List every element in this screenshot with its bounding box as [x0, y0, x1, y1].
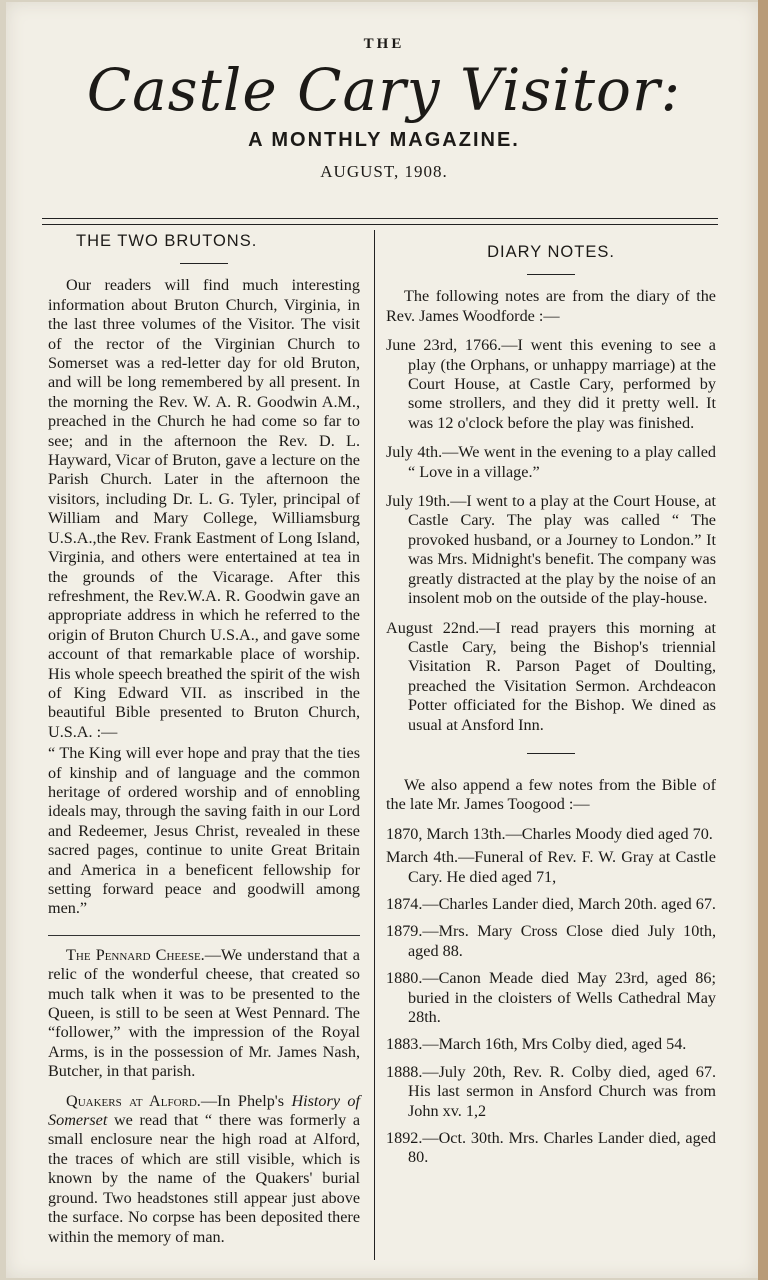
- issue-date: AUGUST, 1908.: [320, 162, 448, 181]
- column-divider: [374, 230, 375, 1260]
- masthead: [0, 36, 768, 182]
- article-heading-two-brutons: THE TWO BRUTONS.: [76, 232, 258, 250]
- quakers-book-title: History of Somerset: [48, 1091, 360, 1130]
- magazine-subtitle: A MONTHLY MAGAZINE.: [248, 129, 520, 151]
- bible-note: 1879.—Mrs. Mary Cross Close died July 10th, aged 88.: [386, 922, 716, 960]
- bible-note: 1888.—July 20th, Rev. R. Colby died, aged 67. His last sermon in Ansford Church was from John xv. 1,2: [386, 1062, 716, 1120]
- diary-entry: August 22nd.—I read prayers this morning at Castle Cary, being the Bishop's triennial Visitation R. Parson Paget of Doulting, preached the Visitation Sermon. Archdeacon Potter officiated for the Bishop. We dined as usual at Ansford Inn.: [386, 618, 716, 734]
- bible-note: March 4th.—Funeral of Rev. F. W. Gray at Castle Cary. He died aged 71,: [386, 848, 716, 886]
- diary-entry: June 23rd, 1766.—I went this evening to see a play (the Orphans, or unhappy marriage) at the Court House, at Castle Cary, performed by some strollers, and they did it pretty well. It was 12 o'clock before the play was finished.: [386, 336, 716, 432]
- article-heading-diary-notes: DIARY NOTES.: [487, 243, 615, 261]
- quakers-heading: Quakers at Alford.: [66, 1091, 201, 1110]
- masthead-the: THE: [363, 36, 405, 52]
- bible-note: 1892.—Oct. 30th. Mrs. Charles Lander died, aged 80.: [386, 1129, 716, 1167]
- quakers-note: [48, 1092, 360, 1247]
- heading-rule: [527, 274, 575, 275]
- article-quote: “ The King will ever hope and pray that the ties of kinship and of language and the common heritage of ordered worship and of ennobling ideals may, through the saving faith in our Lord and Redeemer, Jesus Christ, revealed in these sacred pages, continue to unite Great Britain and America in a beneficent fellowship for setting forward peace and goodwill among men.”: [48, 744, 360, 918]
- section-rule: [48, 935, 360, 936]
- bible-note: 1880.—Canon Meade died May 23rd, aged 86; buried in the cloisters of Wells Cathedral May 28th.: [386, 969, 716, 1026]
- diary-intro: The following notes are from the diary of the Rev. James Woodforde :—: [386, 287, 716, 325]
- magazine-title: Castle Cary Visitor:: [86, 56, 682, 124]
- bible-note: 1874.—Charles Lander died, March 20th. aged 67.: [386, 894, 716, 913]
- pennard-cheese-note: [48, 946, 360, 1082]
- quakers-body-1: —In Phelp's: [200, 1091, 285, 1110]
- bible-note: 1870, March 13th.—Charles Moody died aged 70.: [386, 824, 713, 843]
- pennard-cheese-heading: The Pennard Cheese.: [66, 945, 205, 964]
- right-column: [386, 243, 716, 1168]
- diary-entry: July 4th.—We went in the evening to a play called “ Love in a village.”: [386, 443, 716, 481]
- page-edge: [758, 0, 768, 1280]
- quakers-body-2: we read that “ there was formerly a small enclosure near the high road at Alford, the traces of which are still visible, which is known by the name of the Quakers' burial ground. Two headstones still appear just above the surface. No corpse has been deposited there within the memory of man.: [48, 1111, 360, 1246]
- diary-entry: July 19th.—I went to a play at the Court House, at Castle Cary. The play was called “ The provoked husband, or a Journey to London.” It was Mrs. Midnight's benefit. The company was greatly distracted at the play by the noise of an insolent mob on the outside of the play-house.: [386, 492, 716, 608]
- left-column: [48, 232, 360, 1247]
- section-rule: [527, 753, 575, 754]
- article-paragraph: Our readers will find much interesting information about Bruton Church, Virginia, in the last three volumes of the Visitor. The visit of the rector of the Virginian Church to Somerset was a red-letter day for old Bruton, and will be long remembered by all present. In the morning the Rev. W. A. R. Goodwin A.M., preached in the Church he had come so far to see; and in the afternoon the Rev. D. L. Hayward, Vicar of Bruton, gave a lecture on the Parish Church. Later in the afternoon the visitors, including Dr. L. G. Tyler, principal of William and Mary College, Williamsburg U.S.A.,the Rev. Frank Eastment of Long Island, Virginia, and others were entertained at tea in the grounds of the Vicarage. After this refreshment, the Rev.W.A. R. Goodwin gave an appropriate address in which he referred to the origin of Bruton Church U.S.A., and gave some account of that remarkable place of worship. His whole speech breathed the spirit of the wish of King Edward VII. as inscribed in the beautiful Bible presented to Bruton Church, U.S.A. :—: [48, 276, 360, 741]
- pennard-cheese-body: —We understand that a relic of the wonderful cheese, that created so much talk when it was to be presented to the Queen, is still to be seen at West Pennard. The “follower,” with the impression of the Royal Arms, is in the possession of Mr. James Nash, Butcher, in that parish.: [48, 945, 360, 1081]
- heading-rule: [180, 263, 228, 264]
- bible-note: 1883.—March 16th, Mrs Colby died, aged 54.: [386, 1035, 687, 1054]
- header-rule: [42, 218, 718, 225]
- toogood-intro: We also append a few notes from the Bible of the late Mr. James Toogood :—: [386, 775, 716, 814]
